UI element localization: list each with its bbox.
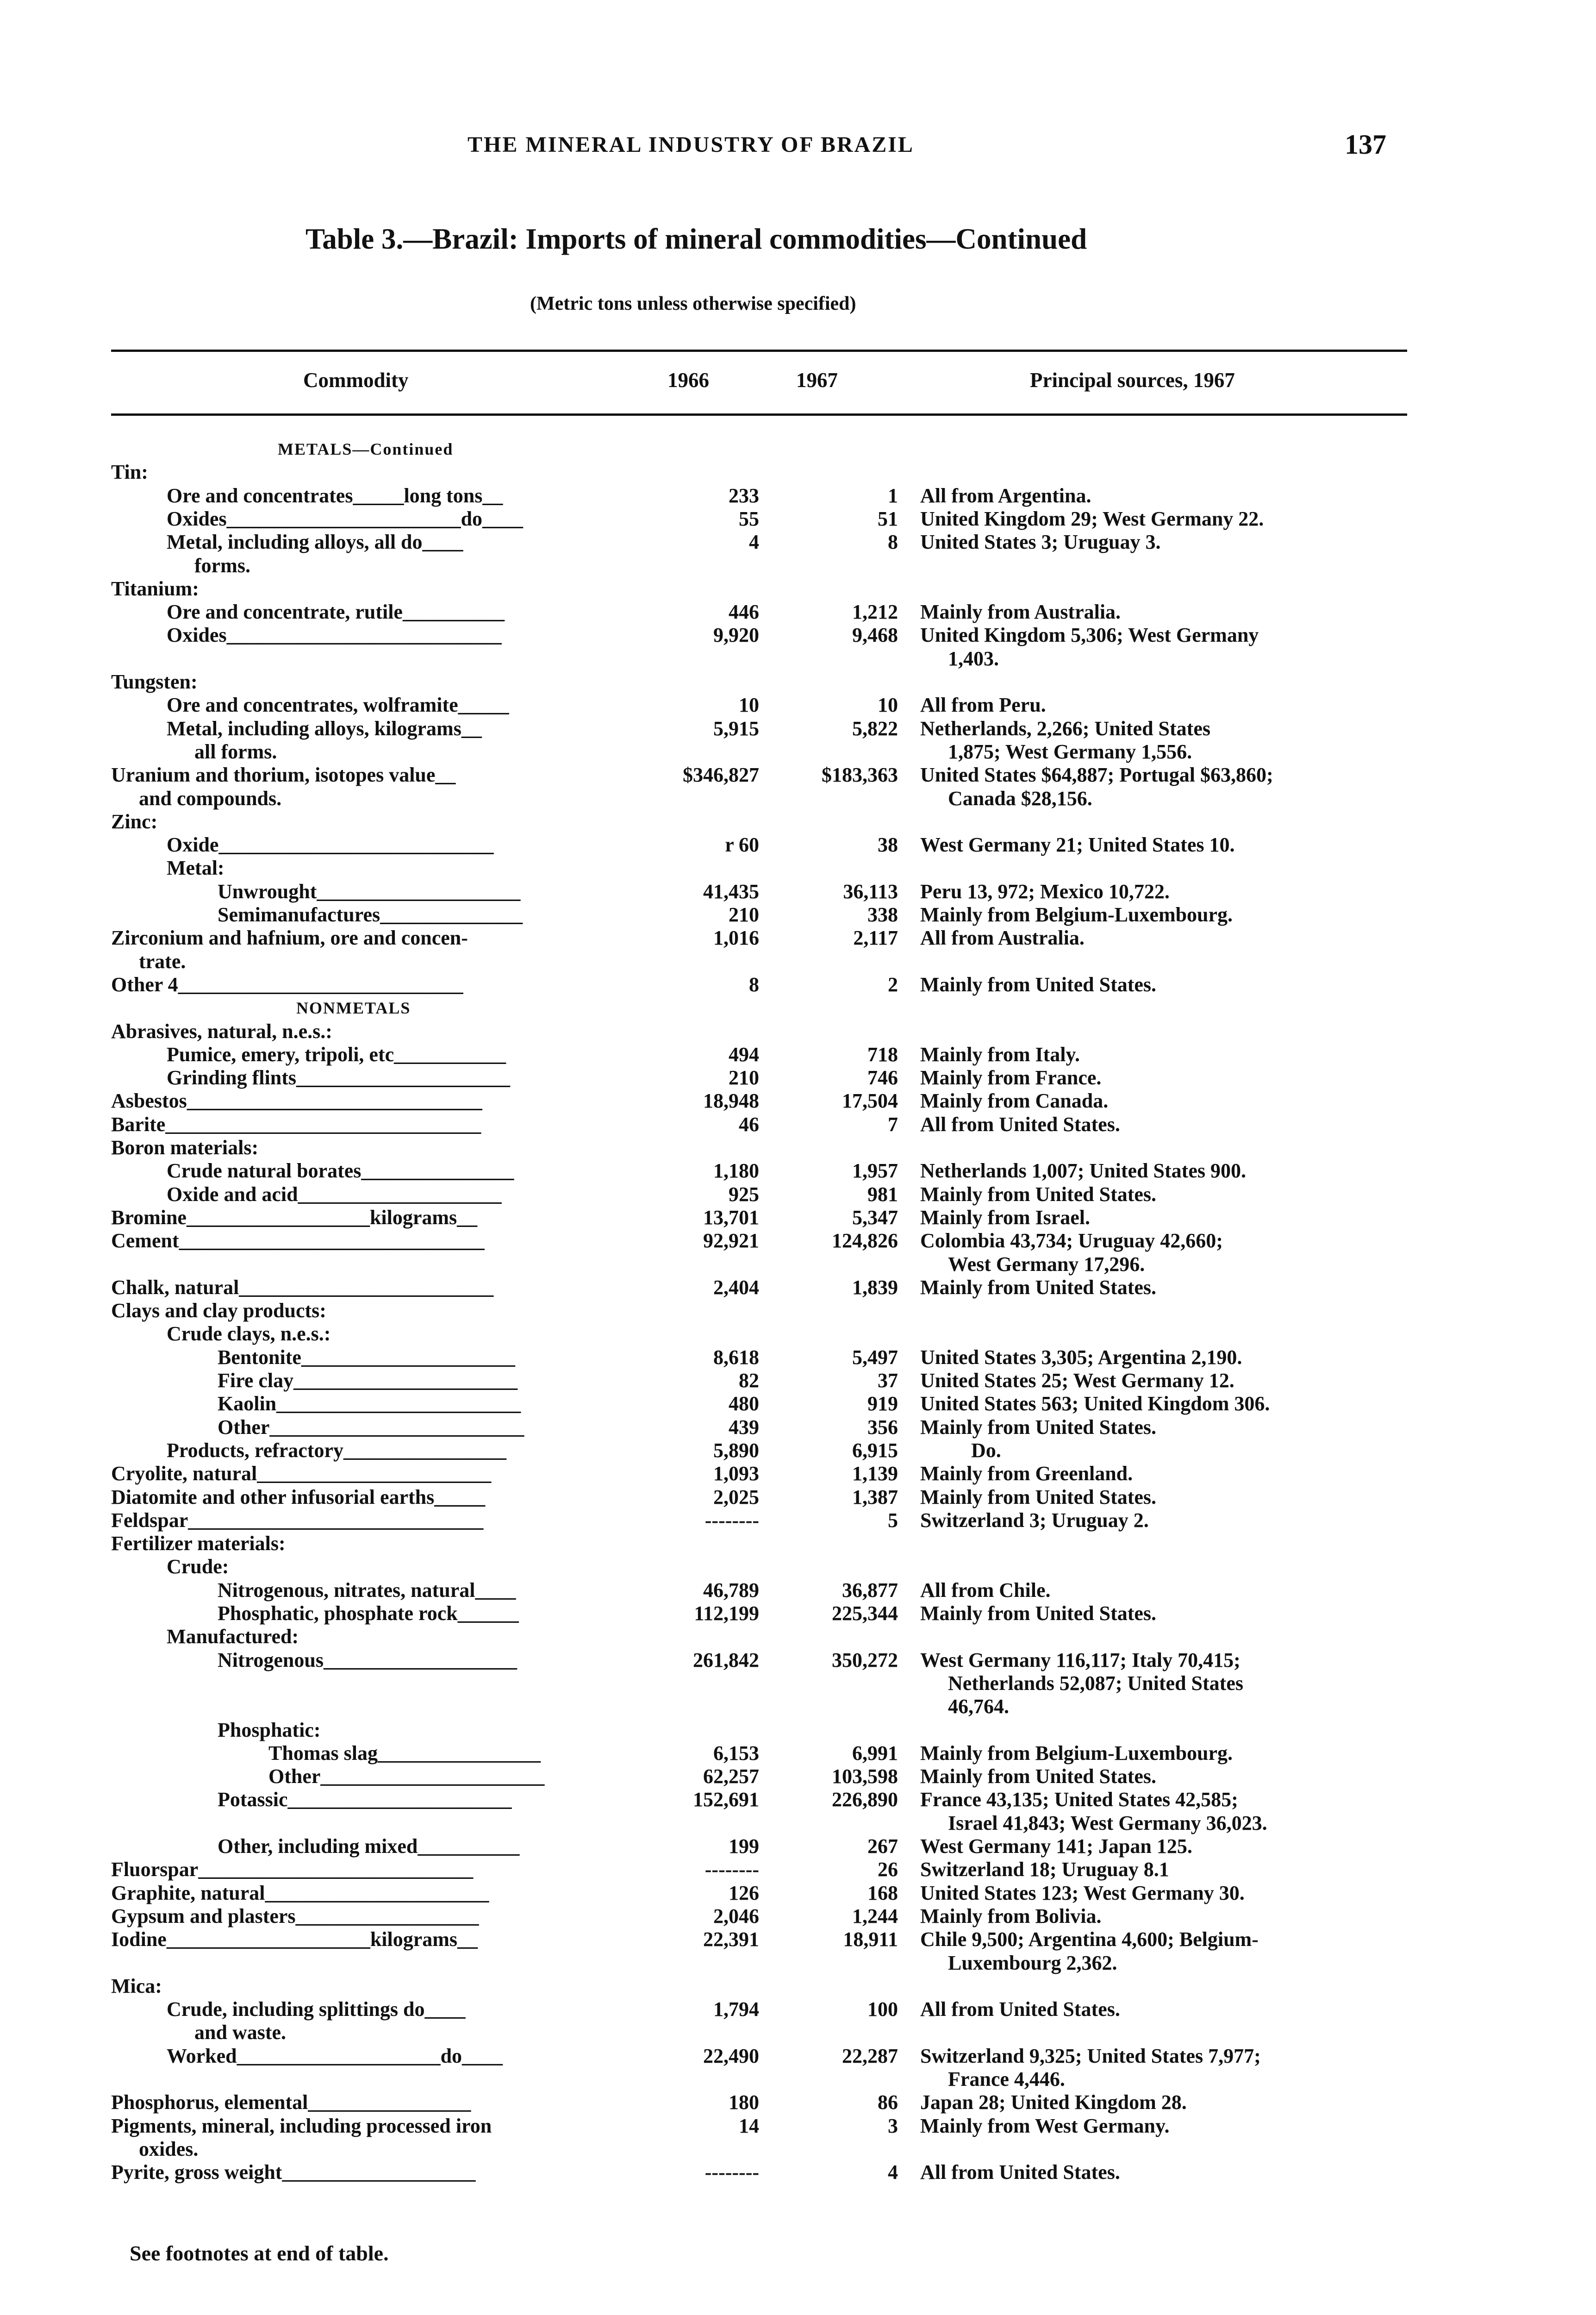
commodity-cell: Cryolite, natural_______________________	[111, 1462, 492, 1485]
table-row	[0, 1159, 1596, 1183]
table-row	[0, 577, 1596, 601]
value-1966-cell: 199	[729, 1835, 759, 1858]
table-row	[0, 1486, 1596, 1509]
value-1967-cell: 38	[878, 833, 898, 857]
commodity-cell: Phosphatic, phosphate rock______	[218, 1602, 519, 1625]
table-row	[0, 1742, 1596, 1765]
value-1967-cell: 718	[867, 1043, 898, 1066]
table-row	[0, 2045, 1596, 2068]
value-1967-cell: 37	[878, 1369, 898, 1392]
table-row	[0, 1602, 1596, 1625]
value-1967-cell: 18,911	[843, 1928, 898, 1951]
sources-cell: Mainly from Belgium-Luxembourg.	[920, 1741, 1233, 1764]
table-row	[0, 1253, 1596, 1276]
table-row	[0, 1229, 1596, 1252]
sources-cell: 46,764.	[948, 1695, 1009, 1718]
sources-cell: Mainly from Australia.	[920, 601, 1121, 624]
sources-cell: Switzerland 9,325; United States 7,977;	[920, 2044, 1261, 2067]
table-row	[0, 2091, 1596, 2114]
commodity-cell: Mica:	[111, 1974, 162, 1997]
value-1966-cell: 13,701	[703, 1206, 759, 1229]
table-row	[0, 1043, 1596, 1066]
sources-cell: Mainly from United States.	[920, 1183, 1157, 1206]
sources-cell: Netherlands 1,007; United States 900.	[920, 1159, 1246, 1183]
table-row	[0, 717, 1596, 740]
table-row	[0, 1579, 1596, 1602]
sources-cell: Mainly from United States.	[920, 1765, 1157, 1788]
value-1966-cell: 1,093	[713, 1462, 759, 1485]
commodity-cell: Other 4____________________________	[111, 973, 463, 996]
value-1966-cell: --------	[704, 1508, 759, 1532]
table-row	[0, 531, 1596, 554]
value-1966-cell: 9,920	[713, 624, 759, 647]
value-1966-cell: 18,948	[703, 1089, 759, 1113]
sources-cell: Israel 41,843; West Germany 36,023.	[948, 1811, 1267, 1834]
value-1966-cell: 4	[749, 531, 759, 554]
section-heading	[0, 996, 1596, 1020]
commodity-cell: Ore and concentrates_____long tons__	[167, 484, 503, 507]
sources-cell: Colombia 43,734; Uruguay 42,660;	[920, 1229, 1223, 1252]
value-1967-cell: 746	[867, 1066, 898, 1089]
value-1966-cell: r 60	[725, 833, 759, 857]
commodity-cell: Metal, including alloys, all do____	[167, 531, 463, 554]
value-1966-cell: 5,915	[713, 717, 759, 740]
value-1967-cell: 1,839	[852, 1276, 898, 1299]
sources-cell: Mainly from United States.	[920, 1276, 1157, 1299]
commodity-cell: Boron materials:	[111, 1136, 259, 1159]
value-1967-cell: 10	[878, 694, 898, 717]
commodity-cell: Oxides_______________________do____	[167, 507, 524, 530]
value-1966-cell: 8,618	[713, 1345, 759, 1369]
commodity-cell: Semimanufactures______________	[218, 903, 523, 926]
table-row	[0, 880, 1596, 903]
value-1967-cell: 1,387	[852, 1485, 898, 1508]
table-row	[0, 484, 1596, 507]
commodity-cell: Iodine____________________kilograms__	[111, 1928, 478, 1951]
table-row	[0, 2068, 1596, 2091]
value-1966-cell: 22,391	[703, 1928, 759, 1951]
table-row	[0, 1858, 1596, 1881]
value-1967-cell: 17,504	[842, 1089, 898, 1113]
commodity-cell: Phosphorus, elemental________________	[111, 2091, 471, 2114]
page-number: 137	[1345, 129, 1386, 160]
table-title: Table 3.—Brazil: Imports of mineral commodities—Continued	[305, 223, 1087, 255]
commodity-cell: forms.	[194, 554, 250, 577]
commodity-cell: Crude natural borates_______________	[167, 1159, 514, 1183]
table-row	[0, 461, 1596, 484]
value-1967-cell: 26	[878, 1858, 898, 1881]
commodity-cell: Graphite, natural______________________	[111, 1881, 489, 1904]
sources-cell: Mainly from United States.	[920, 1602, 1157, 1625]
column-header-commodity: Commodity	[303, 369, 409, 392]
value-1967-cell: 5,497	[852, 1345, 898, 1369]
sources-cell: United Kingdom 29; West Germany 22.	[920, 507, 1264, 530]
sources-cell: Mainly from United States.	[920, 973, 1157, 996]
value-1966-cell: 92,921	[703, 1229, 759, 1252]
sources-cell: All from Chile.	[920, 1578, 1051, 1602]
commodity-cell: Abrasives, natural, n.e.s.:	[111, 1020, 332, 1043]
commodity-cell: Ore and concentrates, wolframite_____	[167, 694, 509, 717]
commodity-cell: Other_________________________	[218, 1415, 524, 1439]
value-1966-cell: --------	[704, 2161, 759, 2184]
commodity-cell: Fire clay______________________	[218, 1369, 518, 1392]
value-1966-cell: 2,046	[713, 1904, 759, 1927]
value-1966-cell: 2,404	[713, 1276, 759, 1299]
sources-cell: Mainly from Bolivia.	[920, 1904, 1102, 1927]
sources-cell: West Germany 17,296.	[948, 1252, 1145, 1276]
value-1966-cell: 5,890	[713, 1439, 759, 1462]
table-row	[0, 1322, 1596, 1345]
value-1967-cell: 168	[867, 1881, 898, 1904]
table-row	[0, 1462, 1596, 1485]
value-1967-cell: 103,598	[832, 1765, 898, 1788]
commodity-cell: Nitrogenous___________________	[218, 1648, 517, 1671]
commodity-cell: Potassic______________________	[218, 1788, 512, 1811]
value-1966-cell: 152,691	[693, 1788, 759, 1811]
value-1966-cell: 210	[729, 903, 759, 926]
table-row	[0, 670, 1596, 694]
value-1967-cell: 9,468	[852, 624, 898, 647]
table-row	[0, 926, 1596, 950]
table-row	[0, 1625, 1596, 1648]
value-1966-cell: 10	[739, 694, 759, 717]
value-1967-cell: 356	[867, 1415, 898, 1439]
column-header-1967: 1967	[796, 369, 838, 392]
running-title: THE MINERAL INDUSTRY OF BRAZIL	[468, 132, 914, 157]
table-row	[0, 1812, 1596, 1835]
commodity-cell: Tin:	[111, 461, 148, 484]
table-row	[0, 1905, 1596, 1928]
table-row	[0, 1089, 1596, 1113]
sources-cell: Mainly from Italy.	[920, 1043, 1080, 1066]
value-1966-cell: 233	[729, 484, 759, 507]
value-1967-cell: 8	[888, 531, 898, 554]
commodity-cell: Crude clays, n.e.s.:	[167, 1322, 331, 1345]
commodity-cell: Bentonite_____________________	[218, 1345, 515, 1369]
commodity-cell: Bromine__________________kilograms__	[111, 1206, 478, 1229]
commodity-cell: Metal:	[167, 857, 224, 880]
commodity-cell: Grinding flints_____________________	[167, 1066, 510, 1089]
table-row	[0, 1719, 1596, 1742]
commodity-cell: NONMETALS	[296, 999, 411, 1018]
table-row	[0, 1532, 1596, 1555]
commodity-cell: Clays and clay products:	[111, 1299, 326, 1322]
value-1967-cell: 1	[888, 484, 898, 507]
sources-cell: All from United States.	[920, 2161, 1120, 2184]
commodity-cell: Metal, including alloys, kilograms__	[167, 717, 482, 740]
value-1966-cell: 446	[729, 601, 759, 624]
sources-cell: Netherlands, 2,266; United States	[920, 717, 1210, 740]
table-row	[0, 1952, 1596, 1975]
value-1966-cell: $346,827	[683, 763, 759, 787]
value-1966-cell: 82	[739, 1369, 759, 1392]
value-1966-cell: 1,180	[713, 1159, 759, 1183]
commodity-cell: Tungsten:	[111, 670, 198, 693]
sources-cell: 1,875; West Germany 1,556.	[948, 740, 1192, 763]
commodity-cell: oxides.	[139, 2137, 199, 2160]
sources-cell: All from Peru.	[920, 694, 1046, 717]
commodity-cell: Crude, including splittings do____	[167, 1998, 466, 2021]
value-1966-cell: 41,435	[703, 880, 759, 903]
value-1967-cell: 350,272	[832, 1648, 898, 1671]
commodity-cell: Pyrite, gross weight___________________	[111, 2161, 476, 2184]
sources-cell: Peru 13, 972; Mexico 10,722.	[920, 880, 1170, 903]
table-row	[0, 507, 1596, 531]
commodity-cell: Chalk, natural_________________________	[111, 1276, 494, 1299]
commodity-cell: Fluorspar___________________________	[111, 1858, 474, 1881]
value-1967-cell: 6,915	[852, 1439, 898, 1462]
sources-cell: Japan 28; United Kingdom 28.	[920, 2091, 1187, 2114]
value-1967-cell: 267	[867, 1835, 898, 1858]
table-row	[0, 1392, 1596, 1415]
table-row	[0, 694, 1596, 717]
table-row	[0, 1276, 1596, 1299]
sources-cell: United States $64,887; Portugal $63,860;	[920, 763, 1273, 787]
column-header-sources: Principal sources, 1967	[1030, 369, 1235, 392]
table-row	[0, 1066, 1596, 1089]
commodity-cell: Titanium:	[111, 577, 199, 600]
table-row	[0, 763, 1596, 787]
commodity-cell: Phosphatic:	[218, 1718, 321, 1741]
table-row	[0, 1439, 1596, 1462]
commodity-cell: Kaolin________________________	[218, 1392, 521, 1415]
table-row	[0, 1765, 1596, 1788]
commodity-cell: Pumice, emery, tripoli, etc___________	[167, 1043, 506, 1066]
table-row	[0, 740, 1596, 763]
commodity-cell: Worked____________________do____	[167, 2044, 503, 2067]
table-row	[0, 1299, 1596, 1322]
value-1966-cell: 261,842	[693, 1648, 759, 1671]
commodity-cell: Cement______________________________	[111, 1229, 485, 1252]
table-row	[0, 2161, 1596, 2184]
table-row	[0, 2138, 1596, 2161]
table-row	[0, 1346, 1596, 1369]
commodity-cell: Uranium and thorium, isotopes value__	[111, 763, 456, 787]
value-1967-cell: 5	[888, 1508, 898, 1532]
value-1966-cell: 55	[739, 507, 759, 530]
commodity-cell: Thomas slag________________	[268, 1741, 541, 1764]
table-row	[0, 2115, 1596, 2138]
sources-cell: Canada $28,156.	[948, 787, 1092, 810]
value-1966-cell: 112,199	[694, 1602, 759, 1625]
value-1966-cell: 439	[729, 1415, 759, 1439]
commodity-cell: trate.	[139, 950, 186, 973]
table-subtitle: (Metric tons unless otherwise specified)	[530, 293, 856, 314]
value-1966-cell: 1,794	[713, 1998, 759, 2021]
table-row	[0, 1555, 1596, 1578]
commodity-cell: Oxide___________________________	[167, 833, 494, 857]
sources-cell: All from United States.	[920, 1113, 1120, 1136]
value-1967-cell: 2	[888, 973, 898, 996]
table-row	[0, 950, 1596, 973]
value-1967-cell: 22,287	[842, 2044, 898, 2067]
value-1966-cell: 46	[739, 1113, 759, 1136]
table-row	[0, 1882, 1596, 1905]
table-row	[0, 903, 1596, 926]
sources-cell: United States 563; United Kingdom 306.	[920, 1392, 1270, 1415]
sources-cell: Mainly from Canada.	[920, 1089, 1109, 1113]
value-1966-cell: 62,257	[703, 1765, 759, 1788]
commodity-cell: Crude:	[167, 1555, 229, 1578]
section-heading	[0, 438, 1596, 461]
sources-cell: Mainly from United States.	[920, 1415, 1157, 1439]
sources-cell: All from Argentina.	[920, 484, 1091, 507]
value-1967-cell: 86	[878, 2091, 898, 2114]
value-1967-cell: 100	[867, 1998, 898, 2021]
table-row	[0, 1136, 1596, 1159]
commodity-cell: METALS—Continued	[278, 440, 454, 458]
value-1967-cell: 124,826	[832, 1229, 898, 1252]
value-1966-cell: 2,025	[713, 1485, 759, 1508]
table-row	[0, 1928, 1596, 1951]
sources-cell: Luxembourg 2,362.	[948, 1951, 1117, 1974]
value-1966-cell: 494	[729, 1043, 759, 1066]
commodity-cell: Fertilizer materials:	[111, 1532, 286, 1555]
sources-cell: United Kingdom 5,306; West Germany	[920, 624, 1259, 647]
value-1967-cell: 225,344	[832, 1602, 898, 1625]
commodity-cell: Diatomite and other infusorial earths_____	[111, 1485, 486, 1508]
value-1966-cell: 180	[729, 2091, 759, 2114]
sources-cell: France 4,446.	[948, 2068, 1065, 2090]
commodity-cell: Other, including mixed__________	[218, 1835, 520, 1858]
table-row	[0, 1206, 1596, 1229]
commodity-cell: and compounds.	[139, 787, 282, 810]
sources-cell: United States 25; West Germany 12.	[920, 1369, 1234, 1392]
value-1966-cell: 46,789	[703, 1578, 759, 1602]
sources-cell: West Germany 21; United States 10.	[920, 833, 1235, 857]
value-1967-cell: 36,877	[842, 1578, 898, 1602]
sources-cell: West Germany 116,117; Italy 70,415;	[920, 1648, 1241, 1671]
commodity-cell: Zinc:	[111, 810, 158, 833]
sources-cell: Switzerland 18; Uruguay 8.1	[920, 1858, 1169, 1881]
table-row	[0, 1672, 1596, 1695]
sources-cell: Netherlands 52,087; United States	[948, 1671, 1243, 1695]
sources-cell: Switzerland 3; Uruguay 2.	[920, 1508, 1149, 1532]
table-row	[0, 787, 1596, 810]
table-row	[0, 1788, 1596, 1811]
value-1967-cell: 6,991	[852, 1741, 898, 1764]
commodity-cell: Feldspar_____________________________	[111, 1508, 484, 1532]
value-1967-cell: $183,363	[822, 763, 898, 787]
sources-cell: Mainly from West Germany.	[920, 2114, 1170, 2137]
value-1967-cell: 36,113	[843, 880, 898, 903]
value-1966-cell: 14	[739, 2114, 759, 2137]
sources-cell: Mainly from Israel.	[920, 1206, 1091, 1229]
value-1967-cell: 1,139	[852, 1462, 898, 1485]
table-row	[0, 1649, 1596, 1672]
commodity-cell: and waste.	[194, 2021, 287, 2044]
value-1967-cell: 338	[867, 903, 898, 926]
value-1966-cell: 480	[729, 1392, 759, 1415]
sources-cell: United States 3,305; Argentina 2,190.	[920, 1345, 1242, 1369]
sources-cell: Do.	[971, 1439, 1001, 1462]
commodity-cell: Manufactured:	[167, 1625, 299, 1648]
sources-cell: France 43,135; United States 42,585;	[920, 1788, 1238, 1811]
table-row	[0, 1416, 1596, 1439]
sources-cell: Mainly from Greenland.	[920, 1462, 1133, 1485]
commodity-cell: Oxide and acid____________________	[167, 1183, 502, 1206]
value-1966-cell: --------	[704, 1858, 759, 1881]
sources-cell: 1,403.	[948, 647, 999, 670]
value-1967-cell: 1,212	[852, 601, 898, 624]
commodity-cell: Nitrogenous, nitrates, natural____	[218, 1578, 516, 1602]
commodity-cell: Other______________________	[268, 1765, 545, 1788]
value-1967-cell: 3	[888, 2114, 898, 2137]
value-1966-cell: 210	[729, 1066, 759, 1089]
commodity-cell: Asbestos_____________________________	[111, 1089, 482, 1113]
table-row	[0, 554, 1596, 577]
sources-cell: United States 123; West Germany 30.	[920, 1881, 1245, 1904]
sources-cell: All from Australia.	[920, 926, 1085, 950]
commodity-cell: Oxides___________________________	[167, 624, 502, 647]
sources-cell: West Germany 141; Japan 125.	[920, 1835, 1192, 1858]
table-row	[0, 647, 1596, 670]
sources-cell: United States 3; Uruguay 3.	[920, 531, 1161, 554]
value-1966-cell: 925	[729, 1183, 759, 1206]
value-1967-cell: 5,347	[852, 1206, 898, 1229]
value-1967-cell: 7	[888, 1113, 898, 1136]
table-row	[0, 1835, 1596, 1858]
commodity-cell: Pigments, mineral, including processed iron	[111, 2114, 492, 2137]
table-row	[0, 624, 1596, 647]
commodity-cell: Barite_______________________________	[111, 1113, 481, 1136]
value-1967-cell: 1,244	[852, 1904, 898, 1927]
value-1967-cell: 51	[878, 507, 898, 530]
table-row	[0, 1183, 1596, 1206]
value-1966-cell: 1,016	[713, 926, 759, 950]
value-1966-cell: 6,153	[713, 1741, 759, 1764]
table-row	[0, 1509, 1596, 1532]
commodity-cell: Products, refractory________________	[167, 1439, 507, 1462]
table-footnote: See footnotes at end of table.	[130, 2241, 389, 2265]
sources-cell: All from United States.	[920, 1998, 1120, 2021]
sources-cell: Chile 9,500; Argentina 4,600; Belgium-	[920, 1928, 1259, 1951]
table-row	[0, 1998, 1596, 2021]
commodity-cell: Unwrought____________________	[218, 880, 521, 903]
value-1966-cell: 126	[729, 1881, 759, 1904]
value-1967-cell: 226,890	[832, 1788, 898, 1811]
table-row	[0, 601, 1596, 624]
table-row	[0, 1369, 1596, 1392]
commodity-cell: all forms.	[194, 740, 277, 763]
table-row	[0, 1695, 1596, 1718]
table-row	[0, 1020, 1596, 1043]
value-1967-cell: 2,117	[853, 926, 898, 950]
sources-cell: Mainly from Belgium-Luxembourg.	[920, 903, 1233, 926]
table-row	[0, 810, 1596, 833]
table-row	[0, 1113, 1596, 1136]
sources-cell: Mainly from France.	[920, 1066, 1102, 1089]
value-1967-cell: 919	[867, 1392, 898, 1415]
commodity-cell: Gypsum and plasters__________________	[111, 1904, 479, 1927]
table-row	[0, 1975, 1596, 1998]
table-row	[0, 2021, 1596, 2044]
value-1967-cell: 4	[888, 2161, 898, 2184]
table-row	[0, 857, 1596, 880]
value-1967-cell: 1,957	[852, 1159, 898, 1183]
value-1966-cell: 22,490	[703, 2044, 759, 2067]
table-row	[0, 833, 1596, 857]
sources-cell: Mainly from United States.	[920, 1485, 1157, 1508]
commodity-cell: Ore and concentrate, rutile__________	[167, 601, 505, 624]
value-1966-cell: 8	[749, 973, 759, 996]
commodity-cell: Zirconium and hafnium, ore and concen-	[111, 926, 468, 950]
column-header-1966: 1966	[667, 369, 709, 392]
table-row	[0, 973, 1596, 996]
value-1967-cell: 5,822	[852, 717, 898, 740]
value-1967-cell: 981	[867, 1183, 898, 1206]
